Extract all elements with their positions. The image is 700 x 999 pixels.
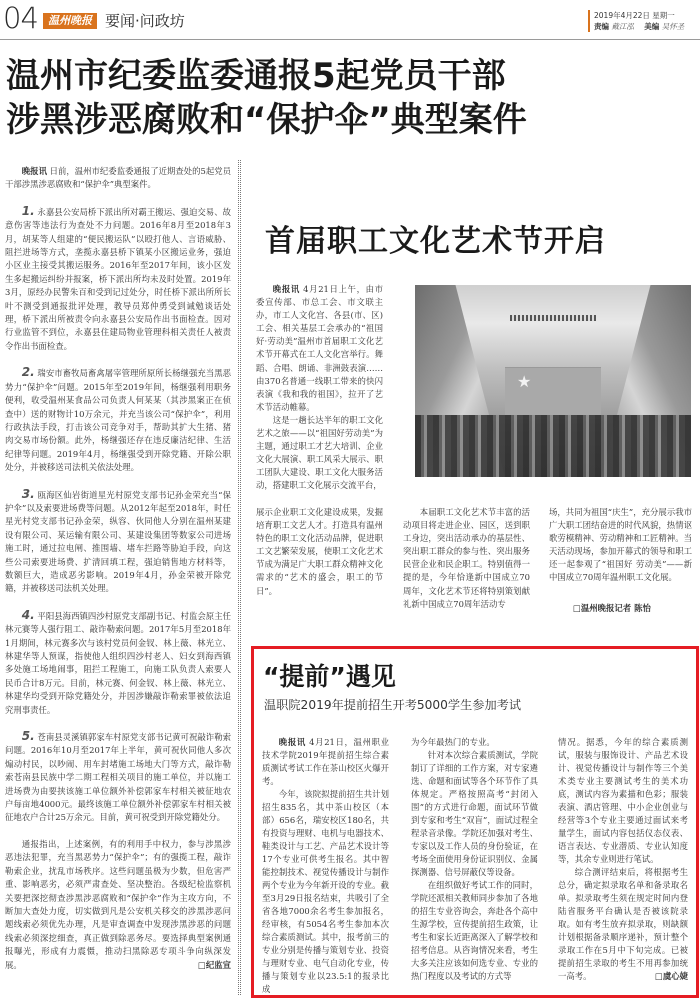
editor-signature: 戴江泓 bbox=[611, 22, 634, 31]
recruitment-byline: □虞心婕 bbox=[654, 971, 688, 981]
main-headline-line2: 涉黑涉恶腐败和“保护伞”典型案件 bbox=[6, 100, 527, 140]
case-paragraph: 5. 苍南县灵溪镇郭家车村原党支部书记黄可祝敲诈勒索问题。2016年10月至2017年上半年，黄可祝伙同他人多次煽动村民，以吵闹、用车封堵施工场地大门等方式，敲诈勒索苍南县民族中学二期工程相关项目的施工单位，并以施工进场费为由要挟该施工单位额外补偿郭家车村相关被征地农户每亩地4000元。最终该施工单位额外补偿郭家车村相关被征地农户合计25万余元。目前，黄可祝受到开除党籍处分。 bbox=[5, 729, 231, 823]
festival-column-2: 本届职工文化艺术节丰富的活动项目将走进企业、园区，送到职工身边，突出活动承办的基层性、突出职工群众的参与性、突出服务民营企业和民企职工。特别值得一提的是，今年恰逢新中国成立70周年，文化艺术节还将特别策划献礼新中国成立70周年活动专 bbox=[403, 507, 530, 609]
festival-photo bbox=[415, 285, 691, 477]
main-lead-paragraph: 晚报讯 日前，温州市纪委监委通报了近期查处的5起党员干部涉黑涉恶腐败和“保护伞”典型案件。 bbox=[5, 166, 231, 190]
star-icon: ★ bbox=[517, 372, 532, 391]
conclusion-paragraph: 通报指出，上述案例，有的利用手中权力，参与涉黑涉恶违法犯罪，充当黑恶势力“保护伞”；有的强揽工程，敲诈勒索企业，扰乱市场秩序。这些问题虽极为少数，但危害严重、影响恶劣，必须严肃查处、坚决整治。各级纪检监察机关要把深挖彻查涉黑涉恶腐败和“保护伞”作为主攻方向，不断加大查处力度，切实做到凡是公安机关移交的涉黑涉恶问题线索必须优先办理，凡是审查调查中发现涉黑涉恶的问题线索必须深挖细查，真正做到除恶务尽。要选择典型案例通报曝光，形成有力震慑，推动扫黑除恶专项斗争向纵深发展。 □纪监宣 bbox=[5, 838, 231, 972]
recruitment-subtitle: 温职院2019年提前招生开考5000学生参加考试 bbox=[264, 698, 522, 712]
national-flag bbox=[505, 367, 601, 419]
header-meta bbox=[588, 10, 692, 32]
festival-column-1-cont: 展示企业职工文化建设成果，发掘培育职工文艺人才。打造具有温州特色的职工文化活动品牌，促进职工文艺繁荣发展，使职工文化艺术节成为满足广大职工群众精神文化需求的“艺术的盛会，职工的节日”。 bbox=[256, 507, 383, 596]
case-paragraph: 1. 永嘉县公安局桥下派出所对霸王搬运、强迫交易、故意伤害等违法行为查处不力问题。2016年8月至2018年3月，胡某等人组建的“便民搬运队”以殴打他人、言语威胁、阻拦进场等方式，垄揽永嘉县桥下镇某小区搬运业务，强迫小区业主接受其搬运服务。2016年至2017年间，该小区发生多起搬运纠纷并报案，桥下派出所均未及时处置。2019年3月，原经办民警朱百和受到记过处分，时任桥下派出所所长叶不测受到通报批评处理，教导员郑仲勇受到诫勉谈话处理，桥下派出所被责令向永嘉县公安局作出书面检查。因对行业监管不到位，永嘉县住建局物业管理科相关责任人被责令作出书面检查。 bbox=[5, 203, 231, 351]
designer-signature: 吴怀圣 bbox=[661, 22, 685, 31]
main-article-body bbox=[5, 165, 231, 972]
page-number: 04 bbox=[3, 1, 38, 35]
main-headline-line1: 温州市纪委监委通报5起党员干部 bbox=[6, 56, 506, 96]
editor-label: 责编 bbox=[594, 22, 609, 31]
designer-label: 美编 bbox=[644, 22, 660, 31]
festival-column-1: 晚报讯 4月21日上午，由市委宣传部、市总工会、市文联主办，市工人文化宫、各县(市、区)工会、相关基层工会承办的“祖国好·劳动美”温州市首届职工文化艺术节开幕式在工人文化宫举行。舞蹈、合唱、朗诵、非洲鼓表演……由370名普通一线职工带来的快闪表演《我和我的祖国》，拉开了艺术节活动帷幕。 这是一趟长达半年的职工文化艺术之旅——以“祖国好劳动美”为主题，通过职工才艺大培训、企业文化大展演、职工风采大展示、职工团队大建设、职工文化大服务活动，搭建职工文化展示交流平台， bbox=[256, 284, 383, 491]
case-paragraph: 2. 瑞安市畜牧局畜禽屠宰管理所原所长杨继强充当黑恶势力“保护伞”问题。2015年至2019年间，杨继强利用职务便利，收受温州某食品公司负责人何某某（其涉黑案正在侦查中）送的财物计10万余元，并充当该公司“保护伞”，利用行政执法手段，打击该公司竞争对手，帮助其扩大生猪、猪肉交易市场份额。此外，杨继强还存在违反廉洁纪律、生活纪律等问题。2019年4月，杨继强受到开除党籍、开除公职处分，并被移送司法机关依法处理。 bbox=[5, 365, 231, 473]
balcony-crowd bbox=[510, 315, 596, 321]
credits bbox=[594, 21, 692, 32]
section-name: 要闻·问政坊 bbox=[105, 12, 185, 30]
case-number: 1. bbox=[21, 203, 35, 218]
page-header bbox=[0, 0, 700, 40]
festival-column-3: 场，共同为祖国“庆生”，充分展示我市广大职工团结奋进的时代风貌，热情讴歌劳模精神、劳动精神和工匠精神。当天活动现场，参加开幕式的领导和职工还一起参观了“祖国好 劳动美”——新中国成立70周年温州职工文化展。 bbox=[549, 507, 692, 583]
recruitment-title: “提前”遇见 bbox=[263, 662, 396, 691]
masthead-logo: 温州晚报 bbox=[43, 13, 97, 29]
recruitment-column-1: 晚报讯 4月21日，温州职业技术学院2019年提前招生综合素质测试考试工作在茶山校区火爆开考。 今年，该院拟提前招生共计划招生835名，其中茶山校区（本部）656名，瑞安校区180名，共有投资与理财、电机与电器技术、鞋类设计与工艺、产品艺术设计等17个专业可供考生报名。其中智能控制技术、视觉传播设计与制作两个专业为今年新开设的专业。截至3月29日报名结束，共吸引了全省各地7000余名考生参加报名，经审核，有5054名考生参加本次综合素质测试。其中，报考前三的专业分别是传播与策划专业、投资与理财专业、电气自动化专业，传播与策划专业以23.5:1的报录比成 bbox=[262, 737, 389, 994]
main-byline: □纪监宣 bbox=[197, 959, 231, 970]
recruitment-column-3: 情况。据悉，今年的综合素质测试，服装与服饰设计、产品艺术设计、视觉传播设计与制作等三个美术类专业主要测试考生的美术功底，测试内容为素描和色彩；服装表演、酒店管理、中小企业创业与经营等3个专业主要通过面试来考量学生，面试内容包括仪态仪表、语言表达、专业潜质、专业认知度等，其余专业则进行笔试。 综合测评结束后，将根据考生总分，确定拟录取名单和备录取名单。拟录取考生须在规定时间内登陆省服务平台确认是否被该院录取。如有考生放弃拟录取，则缺额计划根据备录顺序递补，预计整个录取工作在5月中下旬完成。已被提前招生录取的考生不用再参加统一高考。 □虞心婕 bbox=[558, 737, 688, 981]
case-number: 3. bbox=[21, 486, 35, 501]
issue-date: 2019年4月22日 星期一 bbox=[594, 11, 675, 20]
case-paragraph: 3. 瓯海区仙岩街道星光村原党支部书记孙金荣充当“保护伞”以及索要进场费等问题。从2012年起至2018年，时任星光村党支部书记孙金荣，纵容、伙同他人分别在温州某建设有限公司、某运输有限公司、某建设集团等数家公司进场施工时，通过拉电闸、推围墙、堵车拦路等胁迫手段，向这些公司索要进场费、扩清回填工程，强迫销售地方材料等，数额巨大，造成恶劣影响。2019年4月，孙金荣被开除党籍，并被移送司法机关处理。 bbox=[5, 486, 231, 594]
recruitment-column-2: 为今年最热门的专业。 针对本次综合素质测试，学院制订了详细的工作方案，对专家遴选、命题和面试等各个环节作了具体规定。严格按照高考“封闭入围”的方式进行命题，面试环节做到专家和考生“双盲”，面试过程全程录音录像。学院还加强对考生、专家以及工作人员的身份验证，在考场全面使用身份证识别仪、金属探测器、信号屏蔽仪等设备。 在组织做好考试工作的同时，学院还派相关教师同步参加了各地的招生专业咨询会，奔赴各个高中生源学校，宣传提前招生政策，让考生和家长近距离深入了解学校和招考信息。从咨询情况来看，考生大多关注应该如何选专业、专业的热门程度以及考试的方式等 bbox=[411, 737, 538, 981]
festival-byline: □温州晚报记者 陈怡 bbox=[573, 603, 651, 613]
crowd bbox=[415, 415, 691, 477]
case-number: 2. bbox=[21, 365, 35, 380]
festival-headline: 首届职工文化艺术节开启 bbox=[265, 224, 606, 259]
case-number: 5. bbox=[21, 729, 35, 744]
main-headline bbox=[6, 54, 696, 142]
column-divider bbox=[238, 160, 241, 995]
case-paragraph: 4. 平阳县海西镇四沙村原党支部副书记、村监会原主任林元赛等人强行阻工、敲诈勒索问题。2017年5月至2018年1月期间，林元赛多次与该村党员何金钗、林上薇、林光立、林建华等人预谋，指使他人组织四沙村老人、妇女到海西镇多处施工场地闹事，阻拦工程施工，向施工队负责人索要人民币合计8万元。目前，林元赛、何金钗、林上薇、林光立、林建华均受到开除党籍处分，并因涉嫌敲诈勒索罪被依法追究刑事责任。 bbox=[5, 607, 231, 715]
case-number: 4. bbox=[21, 607, 35, 622]
